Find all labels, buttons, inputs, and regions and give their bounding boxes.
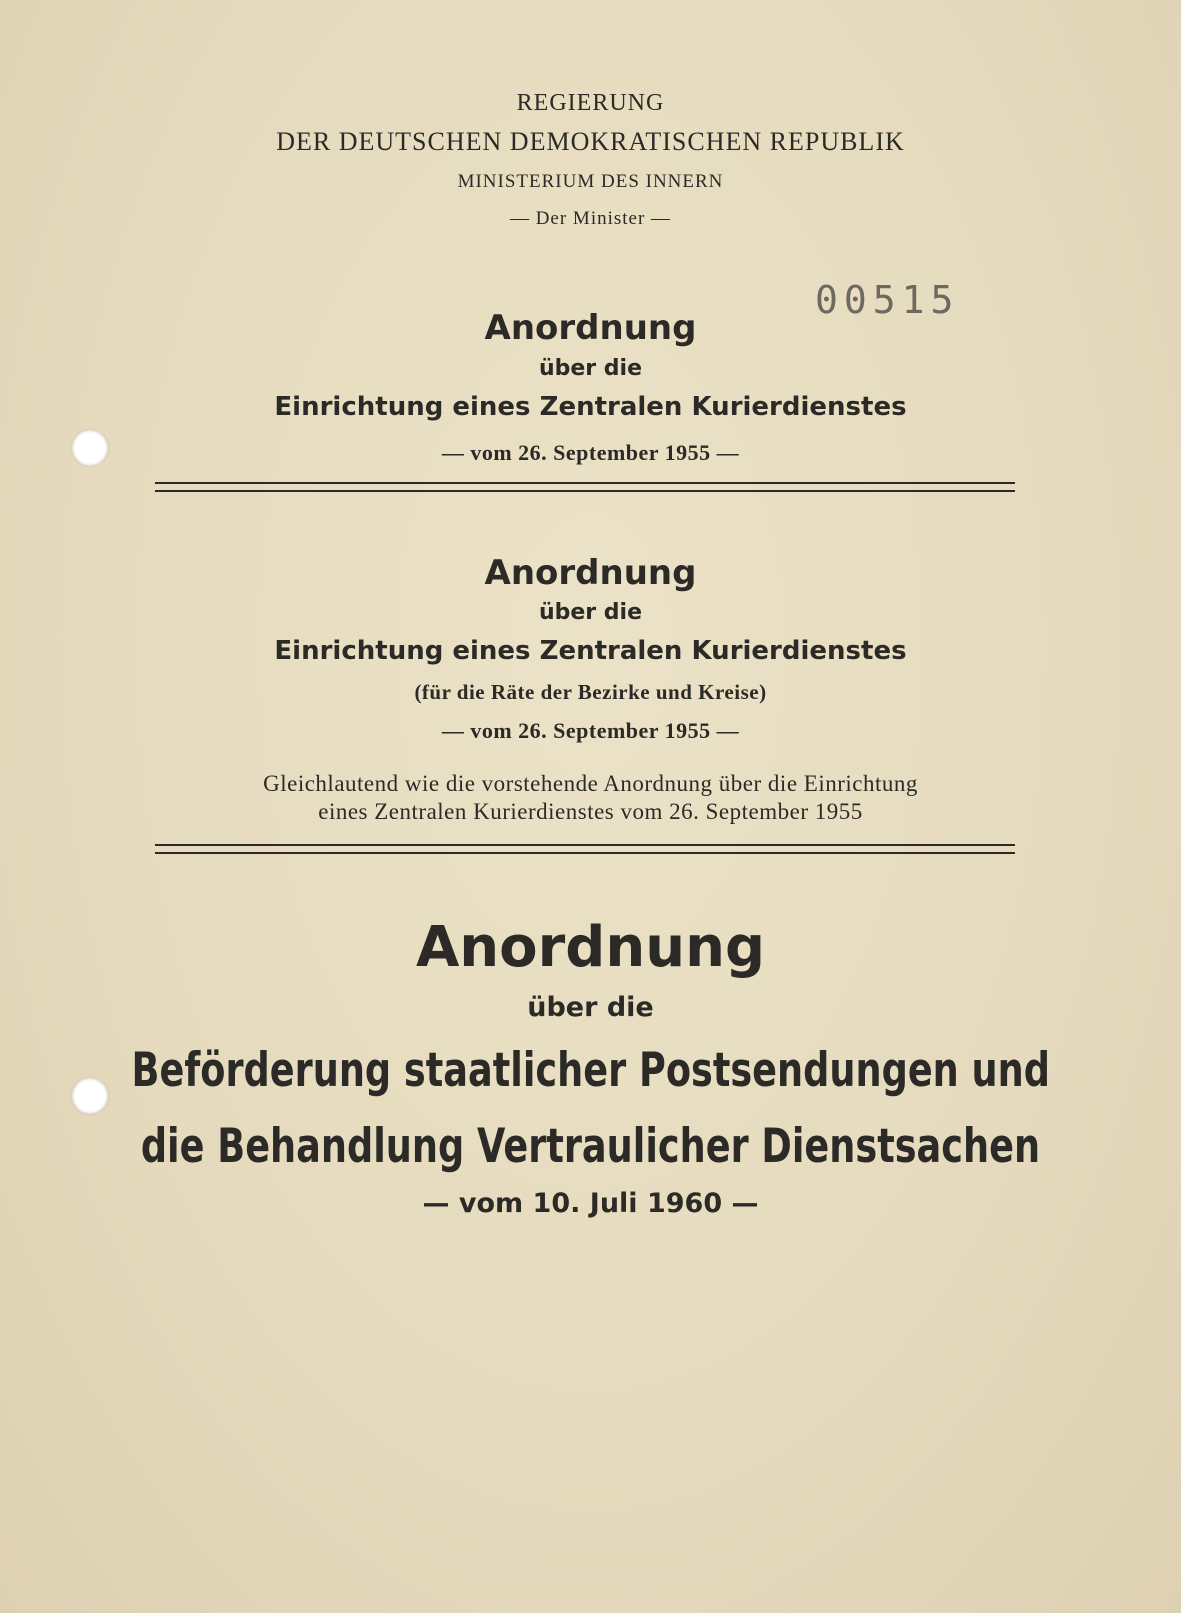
header-ministry: MINISTERIUM DES INNERN: [457, 171, 724, 192]
header-republic: DER DEUTSCHEN DEMOKRATISCHEN REPUBLIK: [276, 127, 905, 156]
section3-subject-line1-wrap: [0, 1043, 1181, 1098]
document-number-stamp: 00515: [815, 278, 960, 322]
section3-subtitle: über die: [527, 992, 654, 1023]
section3-title: Anordnung: [415, 915, 766, 980]
section-divider-2: [155, 844, 1015, 854]
section2-note-line2: eines Zentralen Kurierdienstes vom 26. September 1955: [318, 799, 863, 824]
header-government: REGIERUNG: [516, 90, 665, 116]
section-divider-1: [155, 482, 1015, 492]
section2-subject: Einrichtung eines Zentralen Kurierdienstes: [274, 636, 907, 666]
section2-date: — vom 26. September 1955 —: [441, 718, 740, 743]
section2-title: Anordnung: [484, 553, 697, 593]
section3-subject-line1: Beförderung staatlicher Postsendungen und: [131, 1043, 1050, 1098]
section2-note-line1: Gleichlautend wie die vorstehende Anordnung über die Einrichtung: [263, 771, 918, 796]
section3-date: — vom 10. Juli 1960 —: [422, 1188, 759, 1219]
section2-subtitle: über die: [538, 600, 643, 625]
section1-subject: Einrichtung eines Zentralen Kurierdienstes: [274, 392, 907, 422]
section3-subject-line2: die Behandlung Vertraulicher Dienstsachen: [140, 1119, 1041, 1174]
section1-title: Anordnung: [484, 308, 697, 348]
section1-subtitle: über die: [538, 356, 643, 381]
section2-scope: (für die Räte der Bezirke und Kreise): [414, 680, 767, 704]
header-minister: — Der Minister —: [509, 208, 672, 229]
section1-date: — vom 26. September 1955 —: [441, 440, 740, 465]
section3-subject-line2-wrap: [0, 1119, 1181, 1174]
